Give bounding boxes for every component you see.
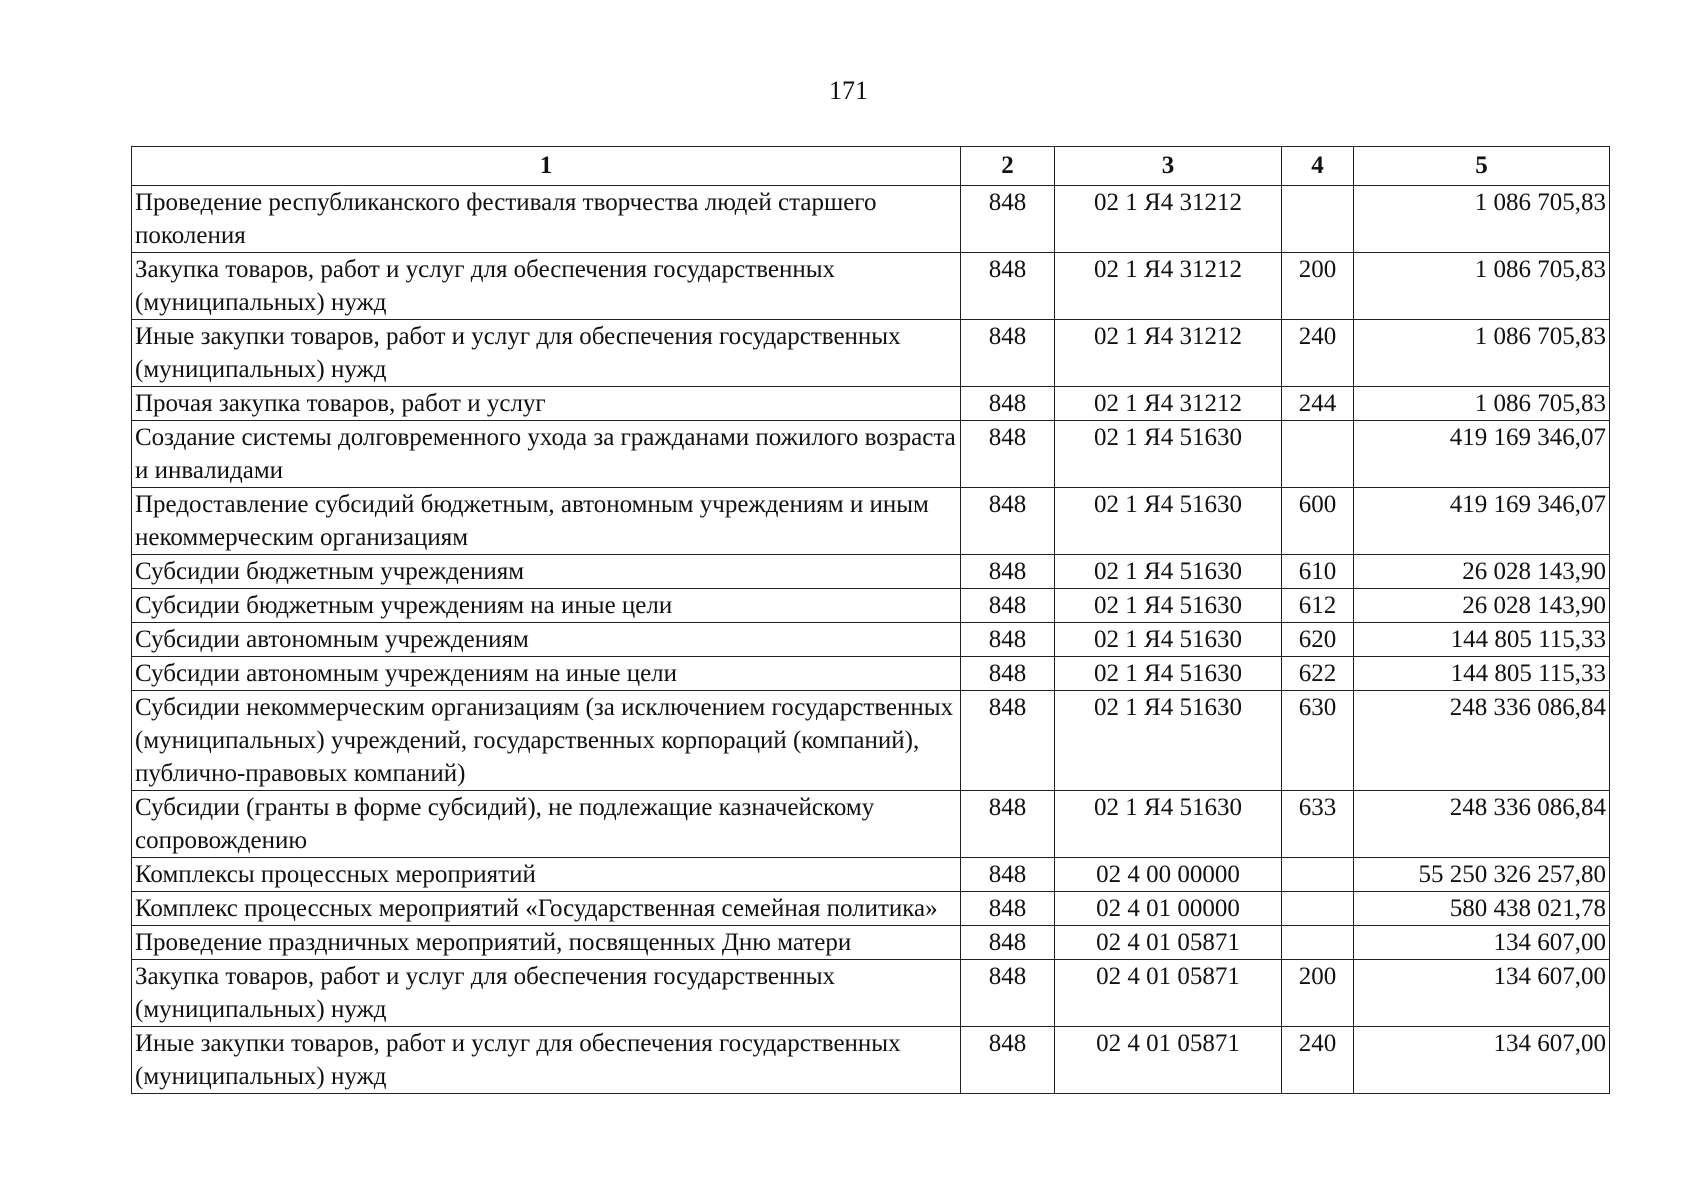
expense-type-code: 244 [1282, 387, 1354, 421]
target-article-code: 02 1 Я4 51630 [1055, 421, 1282, 488]
expense-type-code [1282, 858, 1354, 892]
grbs-code: 848 [961, 186, 1055, 253]
table-body [132, 186, 1610, 1094]
amount: 26 028 143,90 [1354, 555, 1610, 589]
expense-type-code [1282, 421, 1354, 488]
expense-type-code: 610 [1282, 555, 1354, 589]
expense-type-code: 600 [1282, 488, 1354, 555]
grbs-code: 848 [961, 791, 1055, 858]
item-name: Субсидии автономным учреждениям на иные цели [132, 657, 961, 691]
item-name: Проведение праздничных мероприятий, посвященных Дню матери [132, 926, 961, 960]
amount: 134 607,00 [1354, 1027, 1610, 1094]
grbs-code: 848 [961, 960, 1055, 1027]
table-row [132, 589, 1610, 623]
target-article-code: 02 4 01 00000 [1055, 892, 1282, 926]
table-row [132, 555, 1610, 589]
amount: 55 250 326 257,80 [1354, 858, 1610, 892]
target-article-code: 02 4 01 05871 [1055, 1027, 1282, 1094]
amount: 1 086 705,83 [1354, 320, 1610, 387]
expense-type-code: 200 [1282, 960, 1354, 1027]
item-name: Закупка товаров, работ и услуг для обеспечения государственных (муниципальных) нужд [132, 253, 961, 320]
table-row [132, 791, 1610, 858]
target-article-code: 02 1 Я4 51630 [1055, 589, 1282, 623]
target-article-code: 02 4 01 05871 [1055, 960, 1282, 1027]
table-row [132, 657, 1610, 691]
amount: 1 086 705,83 [1354, 186, 1610, 253]
target-article-code: 02 4 00 00000 [1055, 858, 1282, 892]
amount: 248 336 086,84 [1354, 791, 1610, 858]
expense-type-code: 622 [1282, 657, 1354, 691]
item-name: Иные закупки товаров, работ и услуг для обеспечения государственных (муниципальных) нужд [132, 320, 961, 387]
amount: 419 169 346,07 [1354, 488, 1610, 555]
amount: 26 028 143,90 [1354, 589, 1610, 623]
item-name: Закупка товаров, работ и услуг для обеспечения государственных (муниципальных) нужд [132, 960, 961, 1027]
target-article-code: 02 1 Я4 51630 [1055, 623, 1282, 657]
grbs-code: 848 [961, 691, 1055, 791]
table-row [132, 691, 1610, 791]
amount: 580 438 021,78 [1354, 892, 1610, 926]
target-article-code: 02 1 Я4 31212 [1055, 387, 1282, 421]
expense-type-code [1282, 186, 1354, 253]
column-header: 1 [132, 147, 961, 186]
table-row [132, 1027, 1610, 1094]
table-header-row [132, 147, 1610, 186]
expense-type-code [1282, 892, 1354, 926]
table-row [132, 253, 1610, 320]
amount: 134 607,00 [1354, 960, 1610, 1027]
item-name: Иные закупки товаров, работ и услуг для обеспечения государственных (муниципальных) нужд [132, 1027, 961, 1094]
amount: 144 805 115,33 [1354, 623, 1610, 657]
item-name: Субсидии бюджетным учреждениям на иные цели [132, 589, 961, 623]
table-row [132, 892, 1610, 926]
target-article-code: 02 1 Я4 51630 [1055, 791, 1282, 858]
expense-type-code: 612 [1282, 589, 1354, 623]
grbs-code: 848 [961, 555, 1055, 589]
table-row [132, 320, 1610, 387]
table-row [132, 387, 1610, 421]
target-article-code: 02 1 Я4 51630 [1055, 657, 1282, 691]
expense-type-code: 240 [1282, 320, 1354, 387]
column-header: 3 [1055, 147, 1282, 186]
target-article-code: 02 1 Я4 31212 [1055, 253, 1282, 320]
column-header: 2 [961, 147, 1055, 186]
item-name: Субсидии (гранты в форме субсидий), не подлежащие казначейскому сопровождению [132, 791, 961, 858]
item-name: Создание системы долговременного ухода за гражданами пожилого возраста и инвалидами [132, 421, 961, 488]
target-article-code: 02 4 01 05871 [1055, 926, 1282, 960]
column-header: 5 [1354, 147, 1610, 186]
item-name: Комплекс процессных мероприятий «Государственная семейная политика» [132, 892, 961, 926]
grbs-code: 848 [961, 488, 1055, 555]
item-name: Субсидии автономным учреждениям [132, 623, 961, 657]
amount: 1 086 705,83 [1354, 387, 1610, 421]
expense-type-code: 620 [1282, 623, 1354, 657]
expense-type-code [1282, 926, 1354, 960]
amount: 134 607,00 [1354, 926, 1610, 960]
item-name: Субсидии некоммерческим организациям (за исключением государственных (муниципальных) учреждений, государственных корпораций (компаний), публично-правовых компаний) [132, 691, 961, 791]
table-row [132, 623, 1610, 657]
grbs-code: 848 [961, 387, 1055, 421]
amount: 419 169 346,07 [1354, 421, 1610, 488]
target-article-code: 02 1 Я4 51630 [1055, 555, 1282, 589]
grbs-code: 848 [961, 253, 1055, 320]
expense-type-code: 633 [1282, 791, 1354, 858]
grbs-code: 848 [961, 623, 1055, 657]
item-name: Предоставление субсидий бюджетным, автономным учреждениям и иным некоммерческим организациям [132, 488, 961, 555]
item-name: Комплексы процессных мероприятий [132, 858, 961, 892]
grbs-code: 848 [961, 421, 1055, 488]
column-header: 4 [1282, 147, 1354, 186]
grbs-code: 848 [961, 589, 1055, 623]
grbs-code: 848 [961, 926, 1055, 960]
expense-type-code: 630 [1282, 691, 1354, 791]
table-row [132, 858, 1610, 892]
target-article-code: 02 1 Я4 31212 [1055, 186, 1282, 253]
grbs-code: 848 [961, 892, 1055, 926]
item-name: Проведение республиканского фестиваля творчества людей старшего поколения [132, 186, 961, 253]
target-article-code: 02 1 Я4 51630 [1055, 691, 1282, 791]
budget-table [131, 146, 1610, 1094]
grbs-code: 848 [961, 858, 1055, 892]
table-row [132, 960, 1610, 1027]
table-row [132, 488, 1610, 555]
target-article-code: 02 1 Я4 31212 [1055, 320, 1282, 387]
expense-type-code: 200 [1282, 253, 1354, 320]
item-name: Субсидии бюджетным учреждениям [132, 555, 961, 589]
table-row [132, 186, 1610, 253]
amount: 1 086 705,83 [1354, 253, 1610, 320]
grbs-code: 848 [961, 320, 1055, 387]
item-name: Прочая закупка товаров, работ и услуг [132, 387, 961, 421]
table-row [132, 421, 1610, 488]
page-number: 171 [829, 76, 868, 105]
grbs-code: 848 [961, 657, 1055, 691]
grbs-code: 848 [961, 1027, 1055, 1094]
amount: 248 336 086,84 [1354, 691, 1610, 791]
expense-type-code: 240 [1282, 1027, 1354, 1094]
amount: 144 805 115,33 [1354, 657, 1610, 691]
table-row [132, 926, 1610, 960]
target-article-code: 02 1 Я4 51630 [1055, 488, 1282, 555]
